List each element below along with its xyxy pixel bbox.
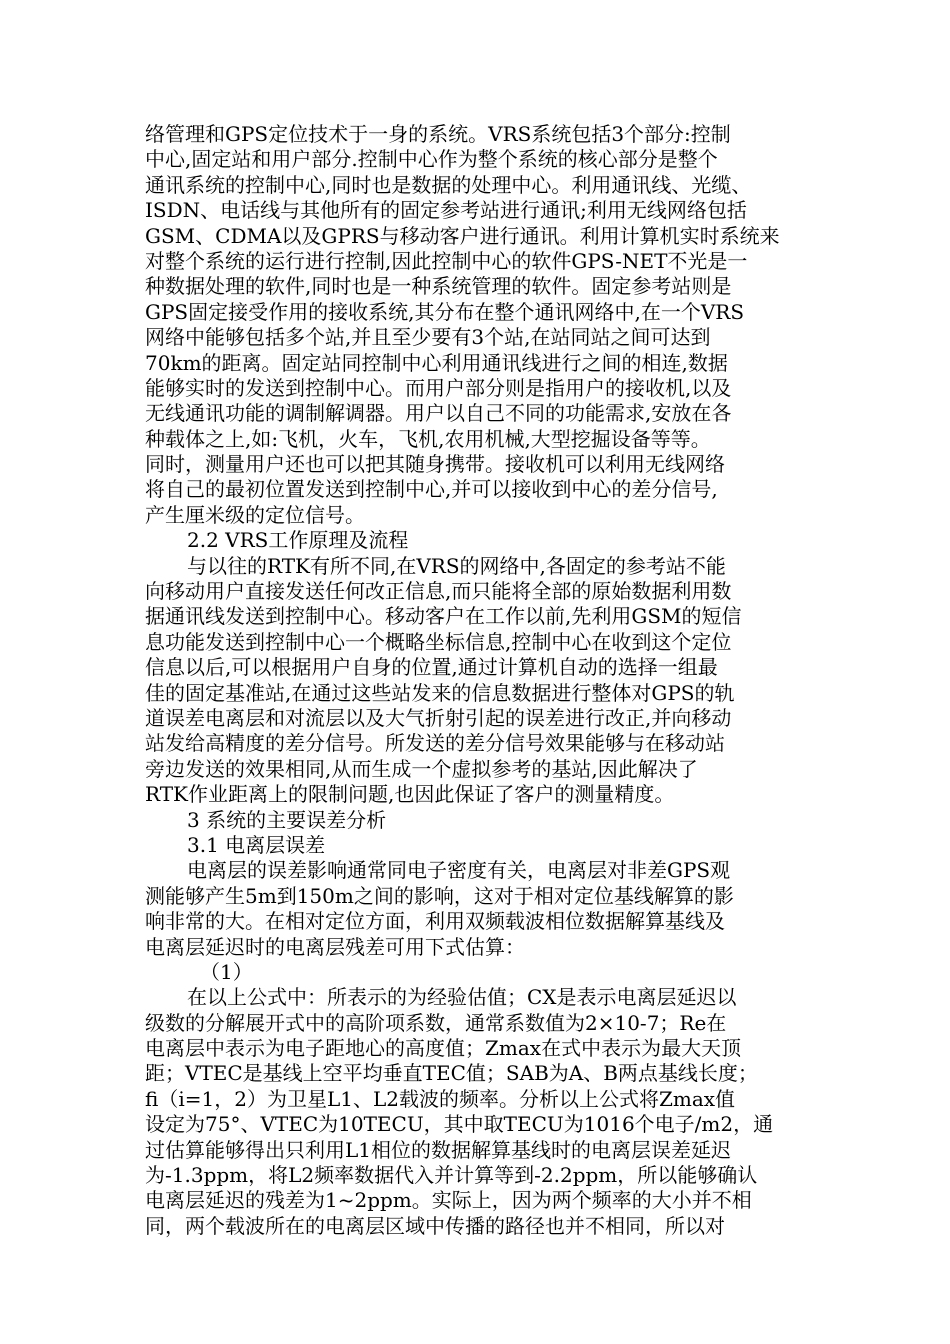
text-line: 信息以后,可以根据用户自身的位置,通过计算机自动的选择一组最 bbox=[145, 655, 718, 680]
text-line: 同，两个载波所在的电离层区域中传播的路径也并不相同，所以对 bbox=[145, 1213, 725, 1238]
text-line: 通讯系统的控制中心,同时也是数据的处理中心。利用通讯线、光缆、 bbox=[145, 172, 752, 197]
text-line: RTK作业距离上的限制问题,也因此保证了客户的测量精度。 bbox=[145, 782, 675, 807]
section-heading-3-1: 3.1 电离层误差 bbox=[187, 832, 326, 857]
text-line: GPS固定接受作用的接收系统,其分布在整个通讯网络中,在一个VRS bbox=[145, 299, 745, 324]
text-line: 站发给高精度的差分信号。所发送的差分信号效果能够与在移动站 bbox=[145, 731, 725, 756]
text-line: 测能够产生5m到150m之间的影响，这对于相对定位基线解算的影 bbox=[145, 883, 734, 908]
text-line: 级数的分解展开式中的高阶项系数，通常系数值为2×10-7；Re在 bbox=[145, 1010, 727, 1035]
text-line: 产生厘米级的定位信号。 bbox=[145, 502, 365, 527]
text-line: ISDN、电话线与其他所有的固定参考站进行通讯;利用无线网络包括 bbox=[145, 198, 747, 223]
text-line: GSM、CDMA以及GPRS与移动客户进行通讯。利用计算机实时系统来 bbox=[145, 223, 780, 248]
text-line: 佳的固定基准站,在通过这些站发来的信息数据进行整体对GPS的轨 bbox=[145, 680, 735, 705]
text-line: 电离层延迟的残差为1~2ppm。实际上，因为两个频率的大小并不相 bbox=[145, 1188, 752, 1213]
text-line: 向移动用户直接发送任何改正信息,而只能将全部的原始数据利用数 bbox=[145, 579, 732, 604]
text-line: 中心,固定站和用户部分.控制中心作为整个系统的核心部分是整个 bbox=[145, 147, 718, 172]
text-line: 电离层中表示为电子距地心的高度值；Zmax在式中表示为最大天顶 bbox=[145, 1036, 742, 1061]
text-line: 为-1.3ppm，将L2频率数据代入并计算等到-2.2ppm，所以能够确认 bbox=[145, 1163, 758, 1188]
text-line: 电离层延迟时的电离层残差可用下式估算： bbox=[145, 934, 525, 959]
text-line: 电离层的误差影响通常同电子密度有关，电离层对非差GPS观 bbox=[187, 858, 731, 883]
section-heading-3: 3 系统的主要误差分析 bbox=[187, 807, 387, 832]
text-line: 络管理和GPS定位技术于一身的系统。VRS系统包括3个部分:控制 bbox=[145, 122, 731, 146]
text-line: 道误差电离层和对流层以及大气折射引起的误差进行改正,并向移动 bbox=[145, 705, 732, 730]
text-line: 息功能发送到控制中心一个概略坐标信息,控制中心在收到这个定位 bbox=[145, 629, 732, 654]
text-line: 据通讯线发送到控制中心。移动客户在工作以前,先利用GSM的短信 bbox=[145, 604, 742, 629]
text-line: 响非常的大。在相对定位方面，利用双频载波相位数据解算基线及 bbox=[145, 909, 725, 934]
text-line: 距；VTEC是基线上空平均垂直TEC值；SAB为A、B两点基线长度； bbox=[145, 1061, 758, 1086]
formula-label: （1） bbox=[200, 959, 253, 984]
text-line: 无线通讯功能的调制解调器。用户以自己不同的功能需求,安放在各 bbox=[145, 401, 732, 426]
text-line: 在以上公式中：所表示的为经验估值；CX是表示电离层延迟以 bbox=[187, 985, 737, 1010]
text-line: 70km的距离。固定站同控制中心利用通讯线进行之间的相连,数据 bbox=[145, 350, 728, 375]
text-line: 同时，测量用户还也可以把其随身携带。接收机可以利用无线网络 bbox=[145, 452, 725, 477]
document-page bbox=[145, 122, 805, 1239]
paragraph-vrs-system bbox=[145, 122, 805, 528]
text-line: 能够实时的发送到控制中心。而用户部分则是指用户的接收机,以及 bbox=[145, 375, 732, 400]
paragraph-ionosphere-error bbox=[145, 858, 805, 960]
text-line: 种载体之上,如:飞机，火车，飞机,农用机械,大型挖掘设备等等。 bbox=[145, 426, 711, 451]
text-line: 将自己的最初位置发送到控制中心,并可以接收到中心的差分信号, bbox=[145, 477, 718, 502]
text-line: 对整个系统的运行进行控制,因此控制中心的软件GPS-NET不光是一 bbox=[145, 248, 748, 273]
section-heading-2-2: 2.2 VRS工作原理及流程 bbox=[187, 528, 409, 553]
paragraph-vrs-principle bbox=[145, 554, 805, 808]
paragraph-formula-explanation bbox=[145, 985, 805, 1239]
text-line: 种数据处理的软件,同时也是一种系统管理的软件。固定参考站则是 bbox=[145, 274, 732, 299]
text-line: fi（i=1，2）为卫星L1、L2载波的频率。分析以上公式将Zmax值 bbox=[145, 1086, 736, 1111]
text-line: 设定为75°、VTEC为10TECU，其中取TECU为1016个电子/m2，通 bbox=[145, 1112, 774, 1137]
text-line: 网络中能够包括多个站,并且至少要有3个站,在站同站之间可达到 bbox=[145, 325, 711, 350]
text-line: 旁边发送的效果相同,从而生成一个虚拟参考的基站,因此解决了 bbox=[145, 756, 698, 781]
text-line: 过估算能够得出只利用L1相位的数据解算基线时的电离层误差延迟 bbox=[145, 1137, 732, 1162]
text-line: 与以往的RTK有所不同,在VRS的网络中,各固定的参考站不能 bbox=[187, 553, 726, 578]
